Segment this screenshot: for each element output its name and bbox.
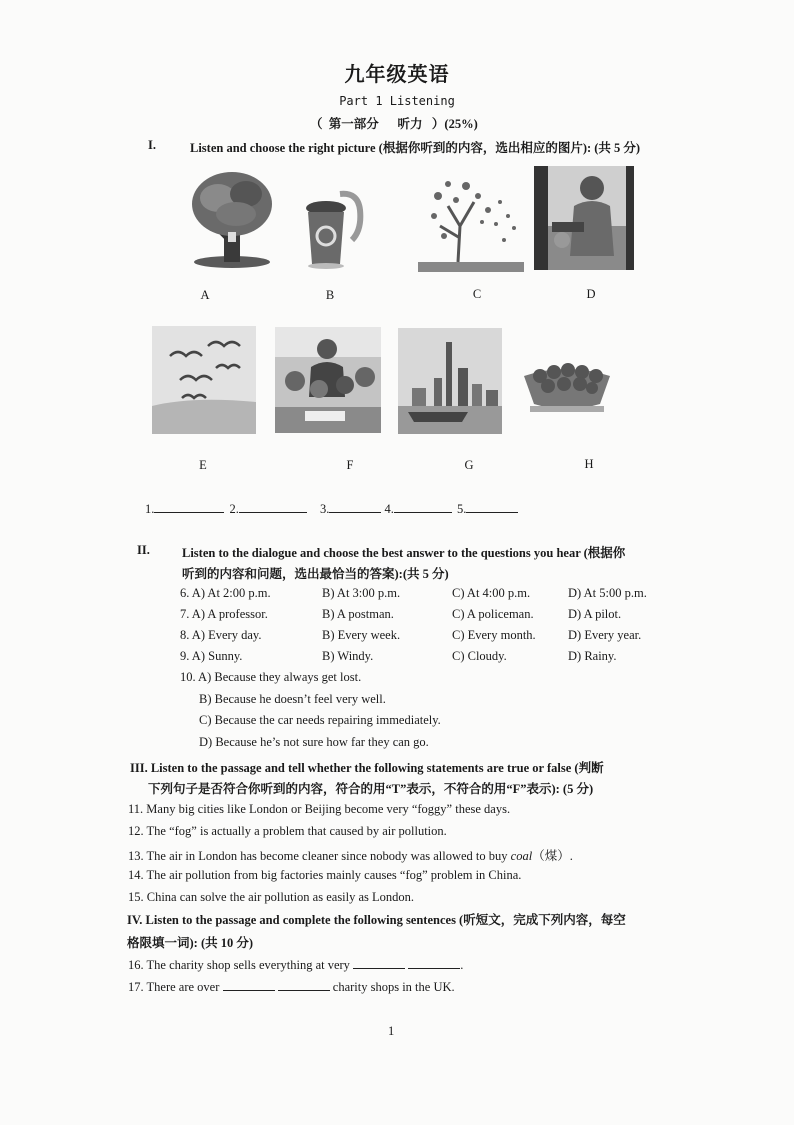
picture-b-recycle-bin — [300, 190, 370, 270]
picture-g-city-skyline — [398, 328, 502, 434]
picture-label-d: D — [586, 287, 596, 301]
section3-instruction-1: III. Listen to the passage and tell whether the following statements are true or false (判断 — [130, 761, 604, 775]
section2-number: II. — [137, 543, 150, 557]
part-heading: Part 1 Listening — [339, 94, 455, 108]
q7-option-b: B) A postman. — [322, 607, 394, 621]
q9-option-c: C) Cloudy. — [452, 649, 507, 663]
picture-c-leaves — [418, 166, 524, 272]
q7-option-a: 7. A) A professor. — [180, 607, 268, 621]
blank-17b[interactable] — [278, 980, 330, 991]
blank-16a[interactable] — [353, 958, 405, 969]
picture-e-birds — [152, 326, 256, 434]
q6-option-d: D) At 5:00 p.m. — [568, 586, 647, 600]
q8-option-a: 8. A) Every day. — [180, 628, 262, 642]
blank-17a[interactable] — [223, 980, 275, 991]
section4-instruction-1: IV. Listen to the passage and complete the following sentences (听短文，完成下列内容，每空 — [127, 913, 626, 927]
picture-label-f: F — [346, 458, 354, 472]
picture-label-g: G — [464, 458, 474, 472]
picture-a-tree — [188, 168, 276, 270]
picture-f-classroom — [275, 327, 381, 433]
page-number: 1 — [388, 1024, 395, 1038]
part-subheading: （ 第一部分 听力 ）(25%) — [310, 117, 478, 131]
q10-option-b: B) Because he doesn’t feel very well. — [199, 692, 386, 706]
section4-instruction-2: 格限填一词): (共 10 分) — [127, 936, 254, 950]
q10-option-c: C) Because the car needs repairing immediately. — [199, 713, 441, 727]
q7-option-c: C) A policeman. — [452, 607, 534, 621]
section1-instruction: Listen and choose the right picture (根据你听到的内容，选出相应的图片): (共 5 分) — [190, 141, 641, 155]
q10-option-d: D) Because he’s not sure how far they can go. — [199, 735, 429, 749]
picture-d-cooking — [534, 166, 634, 270]
q6-option-a: 6. A) At 2:00 p.m. — [180, 586, 271, 600]
q6-option-b: B) At 3:00 p.m. — [322, 586, 401, 600]
answer-row: 1. 2. 3. 4. 5. — [145, 502, 518, 517]
q8-option-d: D) Every year. — [568, 628, 642, 642]
q8-option-b: B) Every week. — [322, 628, 401, 642]
section2-instruction-2: 听到的内容和问题，选出最恰当的答案):(共 5 分) — [182, 567, 449, 581]
picture-label-a: A — [200, 288, 210, 302]
picture-label-b: B — [325, 288, 335, 302]
answer-blank-3[interactable] — [329, 502, 381, 513]
answer-blank-4[interactable] — [394, 502, 452, 513]
section1-number: I. — [148, 138, 156, 152]
answer-blank-5[interactable] — [466, 502, 518, 513]
sentence-17: 17. There are over charity shops in the UK. — [128, 980, 455, 994]
q9-option-b: B) Windy. — [322, 649, 374, 663]
section3-instruction-2: 下列句子是否符合你听到的内容，符合的用“T”表示，不符合的用“F”表示): (5 分) — [148, 782, 594, 796]
picture-label-e: E — [199, 458, 207, 472]
statement-14: 14. The air pollution from big factories mainly causes “fog” problem in China. — [128, 868, 522, 882]
section2-instruction-1: Listen to the dialogue and choose the best answer to the questions you hear (根据你 — [182, 546, 626, 560]
page-title: 九年级英语 — [344, 62, 450, 86]
statement-12: 12. The “fog” is actually a problem that caused by air pollution. — [128, 824, 447, 838]
picture-h-fruit-basket — [520, 352, 614, 416]
answer-blank-2[interactable] — [239, 502, 307, 513]
sentence-16: 16. The charity shop sells everything at very . — [128, 958, 464, 972]
statement-15: 15. China can solve the air pollution as easily as London. — [128, 890, 415, 904]
picture-label-h: H — [584, 457, 594, 471]
q8-option-c: C) Every month. — [452, 628, 536, 642]
statement-11: 11. Many big cities like London or Beijing become very “foggy” these days. — [128, 802, 511, 816]
picture-label-c: C — [472, 287, 482, 301]
statement-13: 13. The air in London has become cleaner since nobody was allowed to buy coal（煤）. — [128, 849, 573, 863]
q10-option-a: 10. A) Because they always get lost. — [180, 670, 362, 684]
q9-option-a: 9. A) Sunny. — [180, 649, 243, 663]
q7-option-d: D) A pilot. — [568, 607, 622, 621]
answer-blank-1[interactable] — [154, 502, 224, 513]
q9-option-d: D) Rainy. — [568, 649, 617, 663]
blank-16b[interactable] — [408, 958, 460, 969]
q6-option-c: C) At 4:00 p.m. — [452, 586, 531, 600]
